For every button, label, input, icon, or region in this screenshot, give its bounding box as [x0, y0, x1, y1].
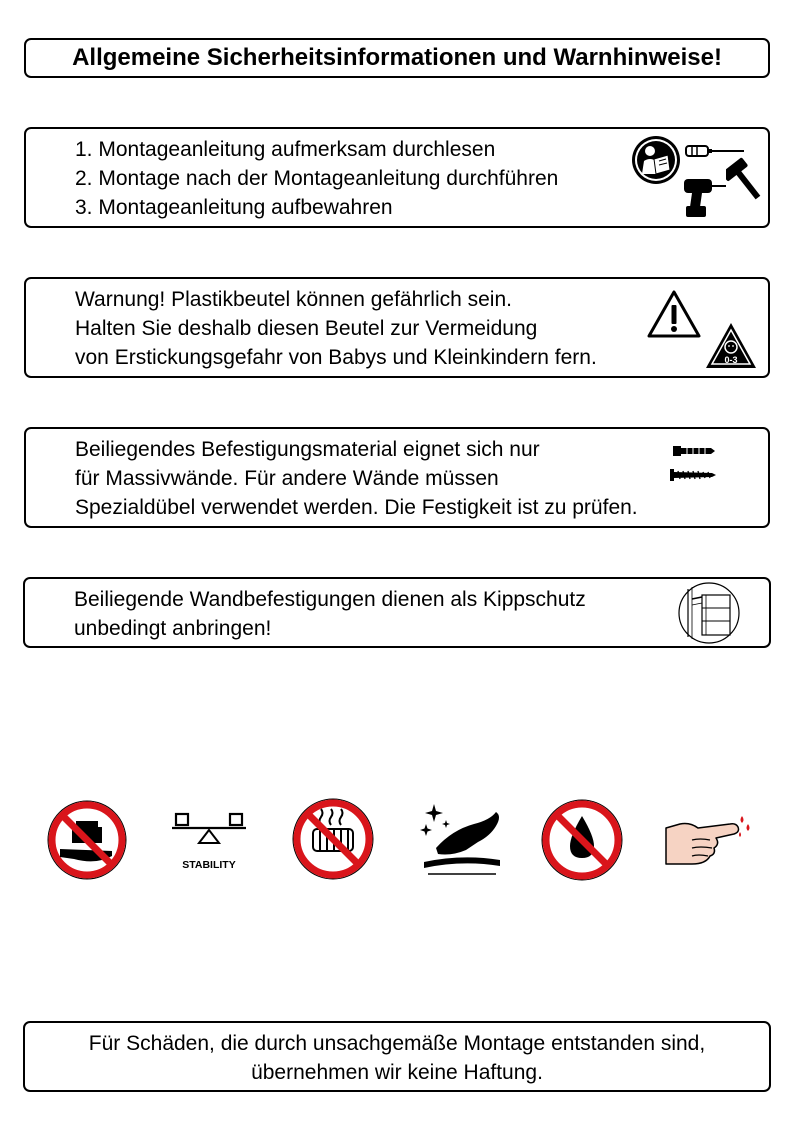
baby-age-warning-icon	[704, 321, 758, 371]
assembly-instructions-box	[24, 127, 770, 228]
disclaimer-line-2: übernehmen wir keine Haftung.	[251, 1061, 543, 1084]
hammer-icon	[726, 155, 766, 203]
clean-wipe-icon	[418, 800, 504, 880]
age-badge-label: 0-3	[724, 355, 738, 365]
fastening-line-1: Beiliegendes Befestigungsmaterial eignet sich nur	[75, 438, 540, 461]
warning-triangle-icon	[646, 289, 702, 339]
fastening-line-3: Spezialdübel verwendet werden. Die Festigkeit ist zu prüfen.	[75, 496, 638, 519]
page-title-box	[24, 38, 770, 78]
finger-injury-icon	[662, 810, 754, 870]
instruction-line-2: 2. Montage nach der Montageanleitung durchführen	[75, 167, 559, 190]
screw-icon	[668, 467, 718, 483]
instruction-line-3: 3. Montageanleitung aufbewahren	[75, 196, 393, 219]
read-manual-icon	[630, 134, 682, 186]
disclaimer-line-1: Für Schäden, die durch unsachgemäße Montage entstanden sind,	[88, 1032, 706, 1055]
no-heat-icon	[291, 797, 375, 881]
no-heavy-load-icon	[46, 799, 128, 881]
liability-disclaimer-box	[23, 1021, 771, 1092]
fastening-line-2: für Massivwände. Für andere Wände müssen	[75, 467, 499, 490]
instruction-line-1: 1. Montageanleitung aufmerksam durchlesen	[75, 138, 496, 161]
anti-tip-line-2: unbedingt anbringen!	[74, 617, 272, 640]
warning-line-2: Halten Sie deshalb diesen Beutel zur Vermeidung	[75, 317, 538, 340]
anti-tip-line-1: Beiliegende Wandbefestigungen dienen als Kippschutz	[74, 588, 586, 611]
no-water-icon	[540, 798, 624, 882]
stability-icon	[168, 808, 250, 874]
stability-label: STABILITY	[182, 859, 236, 871]
drill-icon	[676, 173, 728, 219]
wall-plug-icon	[671, 443, 717, 459]
page-title: Allgemeine Sicherheitsinformationen und Warnhinweise!	[72, 44, 722, 71]
anti-tip-box	[23, 577, 771, 648]
warning-line-3: von Erstickungsgefahr von Babys und Kleinkindern fern.	[75, 346, 597, 369]
fastening-material-box	[24, 427, 770, 528]
plastic-bag-warning-box	[24, 277, 770, 378]
warning-line-1: Warnung! Plastikbeutel können gefährlich sein.	[75, 288, 512, 311]
wall-anchor-shelf-icon	[676, 581, 742, 645]
